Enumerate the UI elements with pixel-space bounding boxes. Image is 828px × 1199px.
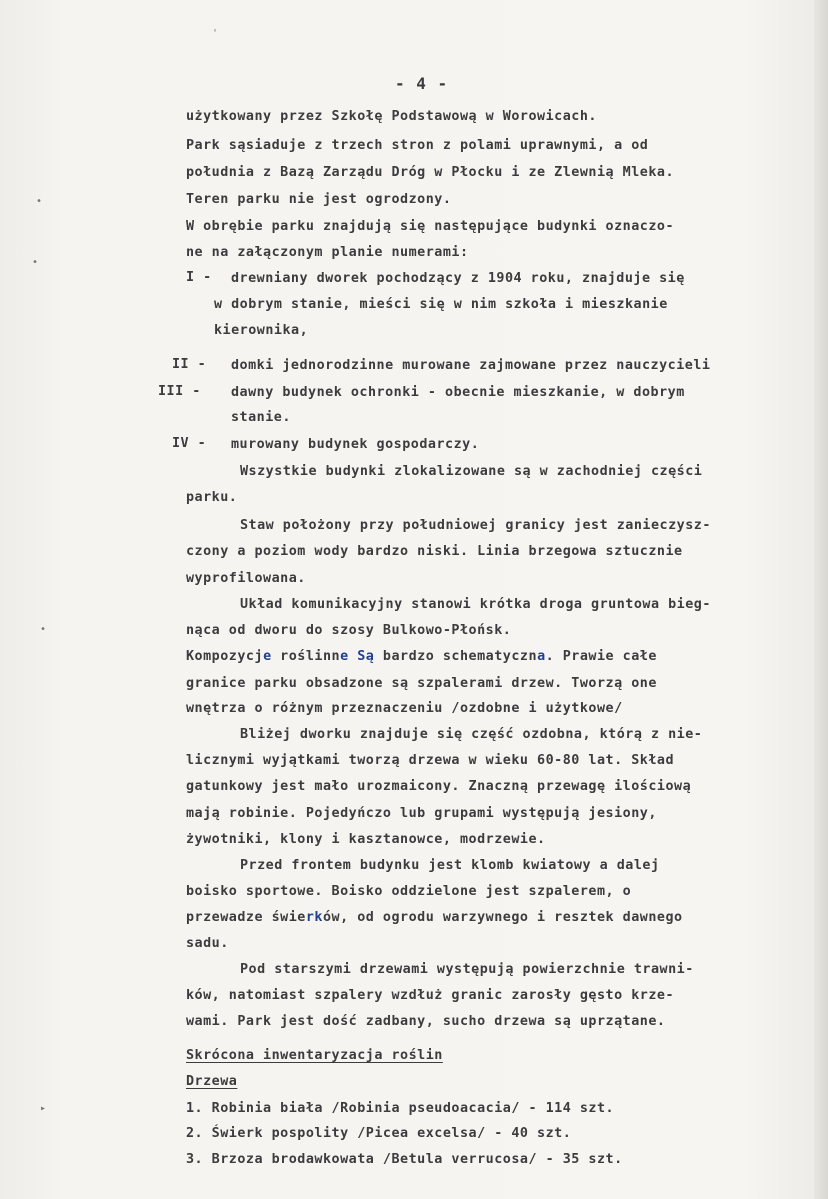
text-line: czony a poziom wody bardzo niski. Linia brzegowa sztucznie (186, 544, 683, 559)
text-line: domki jednorodzinne murowane zajmowane przez nauczycieli (231, 358, 711, 373)
handwritten-correction: e (340, 649, 349, 664)
subsection-heading: Drzewa (186, 1074, 238, 1089)
text-segment: roślinn (271, 649, 341, 664)
text-line: parku. (186, 490, 238, 505)
paper-speck: ' (212, 28, 219, 39)
text-line: nąca od dworu do szosy Bulkowo-Płońsk. (186, 623, 512, 638)
text-line: stanie. (231, 410, 291, 425)
text-line: gatunkowy jest mało urozmaicony. Znaczną przewagę ilościową (186, 779, 692, 794)
paper-edge (814, 0, 828, 1199)
text-line-with-corrections (186, 648, 657, 666)
text-line: Teren parku nie jest ogrodzony. (186, 192, 452, 207)
text-line: murowany budynek gospodarczy. (231, 437, 480, 452)
margin-dot: • (40, 624, 47, 635)
text-line: Wszystkie budynki zlokalizowane są w zachodniej części (240, 464, 703, 479)
margin-dot: • (32, 257, 39, 268)
section-heading: Skrócona inwentaryzacja roślin (186, 1048, 443, 1063)
list-numeral: III - (158, 384, 201, 399)
text-segment: przewadze świe (186, 910, 306, 925)
list-numeral: I - (186, 270, 212, 285)
margin-dot: ▸ (40, 1103, 47, 1114)
text-segment: Kompozycj (186, 649, 264, 664)
text-line: żywotniki, klony i kasztanowce, modrzewie. (186, 832, 546, 847)
text-line: Układ komunikacyjny stanowi krótka droga gruntowa bieg- (240, 597, 711, 612)
page-number: - 4 - (395, 74, 449, 93)
text-line: ków, natomiast szpalery wzdłuż granic zarosły gęsto krze- (186, 988, 675, 1003)
list-numeral: IV - (172, 436, 207, 451)
text-line: Bliżej dworku znajduje się część ozdobna, którą z nie- (240, 727, 703, 742)
margin-dot: • (36, 196, 43, 207)
text-line: licznymi wyjątkami tworzą drzewa w wieku 60-80 lat. Skład (186, 753, 675, 768)
text-line: W obrębie parku znajdują się następujące budynki oznaczo- (186, 219, 675, 234)
text-line: Park sąsiaduje z trzech stron z polami uprawnymi, a od (186, 138, 649, 153)
text-segment: bardzo schematyczn (374, 649, 538, 664)
text-line: wyprofilowana. (186, 571, 306, 586)
text-line: drewniany dworek pochodzący z 1904 roku, znajduje się (231, 271, 685, 286)
text-line: kierownika, (214, 323, 309, 338)
text-line: dawny budynek ochronki - obecnie mieszkanie, w dobrym (231, 385, 685, 400)
inventory-item: 1. Robinia biała /Robinia pseudoacacia/ - 114 szt. (186, 1101, 615, 1116)
text-segment (349, 649, 358, 664)
inventory-item: 2. Świerk pospolity /Picea excelsa/ - 40 szt. (186, 1126, 572, 1141)
text-line: ne na załączonym planie numerami: (186, 245, 469, 260)
text-line: sadu. (186, 936, 229, 951)
text-line: południa z Bazą Zarządu Dróg w Płocku i ze Zlewnią Mleka. (186, 165, 675, 180)
text-line: Przed frontem budynku jest klomb kwiatowy a dalej (240, 858, 660, 873)
text-line: mają robinie. Pojedyńczo lub grupami występują jesiony, (186, 806, 657, 821)
text-line: wnętrza o różnym przeznaczeniu /ozdobne i użytkowe/ (186, 701, 623, 716)
text-line: granice parku obsadzone są szpalerami drzew. Tworzą one (186, 676, 657, 691)
text-segment: ów, od ogrodu warzywnego i resztek dawnego (323, 910, 683, 925)
handwritten-correction: a (537, 649, 546, 664)
text-line: wami. Park jest dość zadbany, sucho drzewa są uprzątane. (186, 1014, 666, 1029)
text-line-with-corrections (186, 909, 683, 927)
text-line: Staw położony przy południowej granicy jest zanieczysz- (240, 518, 711, 533)
inventory-item: 3. Brzoza brodawkowata /Betula verrucosa/ - 35 szt. (186, 1152, 623, 1167)
list-numeral: II - (172, 357, 207, 372)
handwritten-correction: e (263, 649, 272, 664)
handwritten-correction: Są (357, 649, 375, 664)
text-line: Pod starszymi drzewami występują powierzchnie trawni- (240, 962, 694, 977)
text-line: boisko sportowe. Boisko oddzielone jest szpalerem, o (186, 884, 632, 899)
text-line: użytkowany przez Szkołę Podstawową w Worowicach. (186, 109, 597, 124)
text-segment: . Prawie całe (545, 649, 657, 664)
handwritten-correction: rk (305, 910, 323, 925)
text-line: w dobrym stanie, mieści się w nim szkoła i mieszkanie (214, 297, 668, 312)
